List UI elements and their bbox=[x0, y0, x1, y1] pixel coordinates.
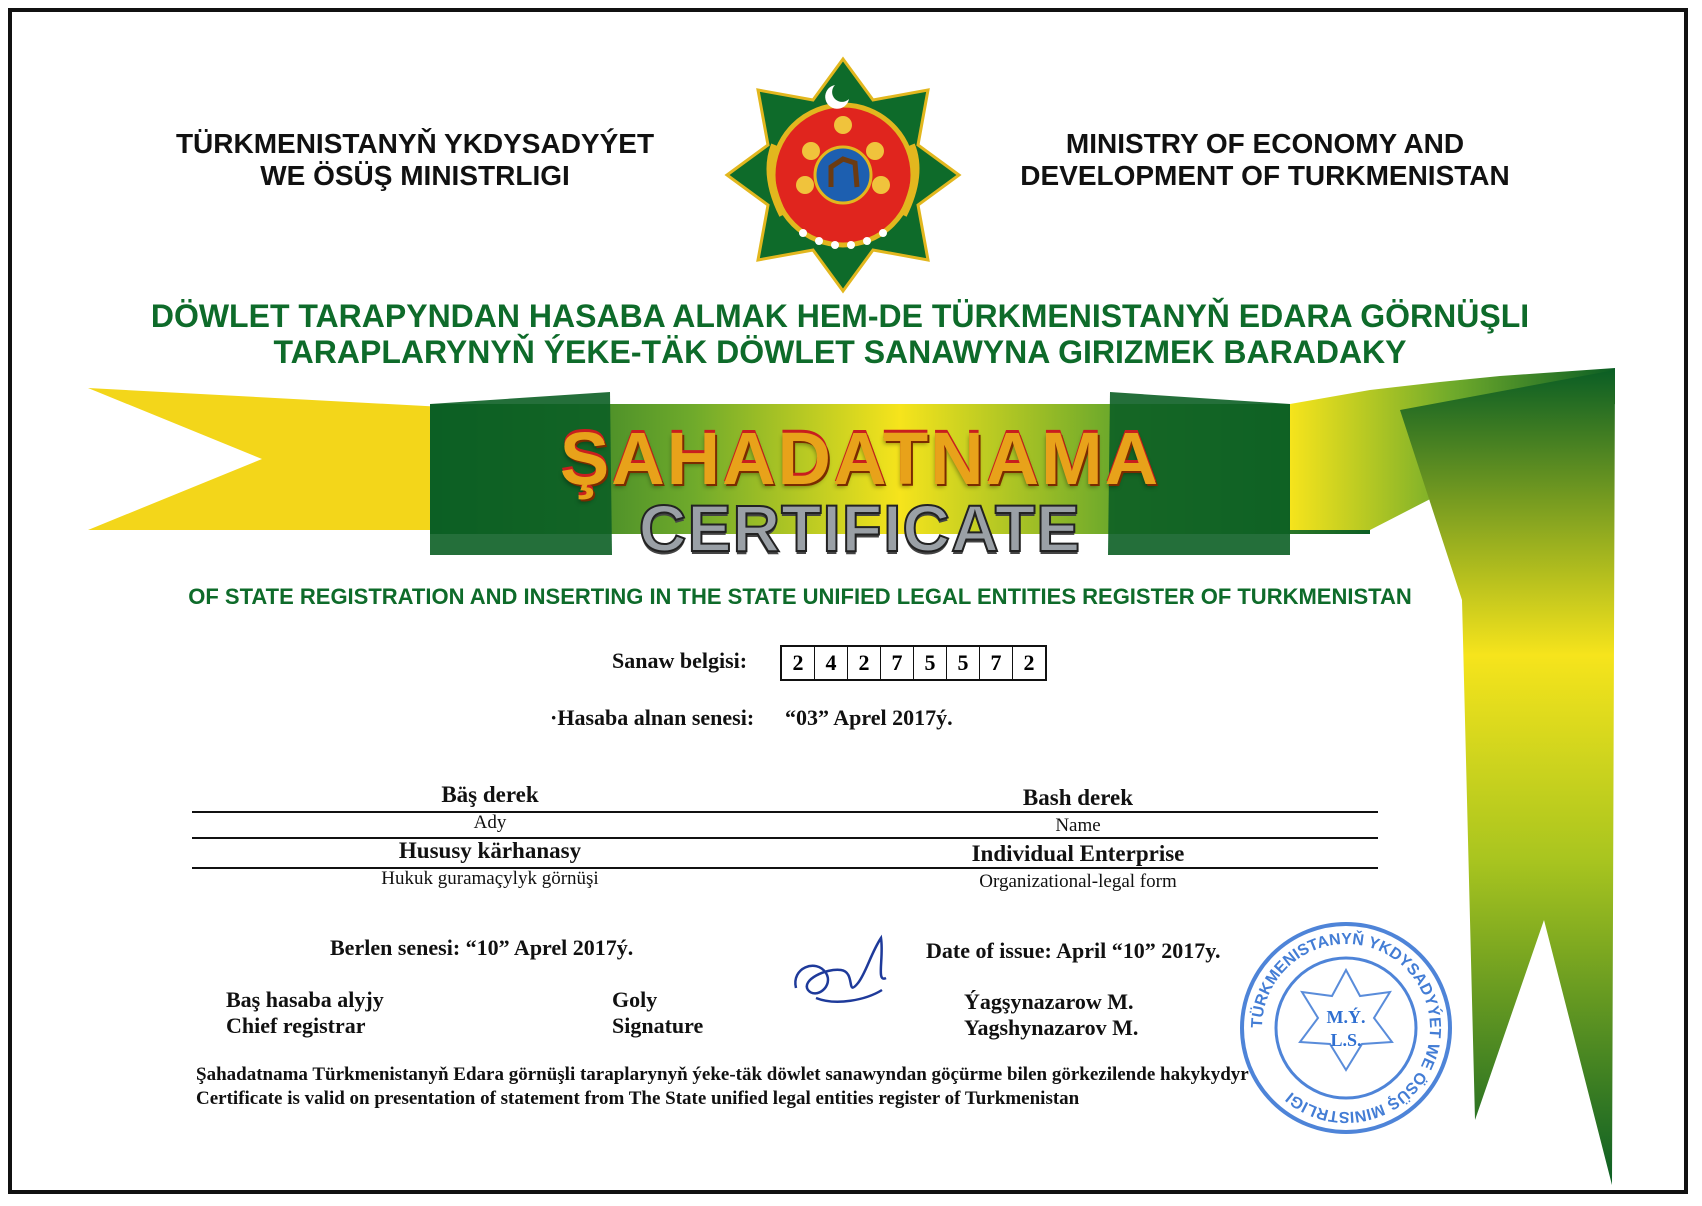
header-left bbox=[150, 128, 680, 192]
title-line2: TARAPLARYNYŇ ÝEKE-TÄK DÖWLET SANAWYNA GIRIZMEK BARADAKY bbox=[273, 334, 1407, 370]
signatory-name-en: Yagshynazarov M. bbox=[964, 1015, 1139, 1040]
signature-label-en: Signature bbox=[612, 1013, 704, 1038]
header-left-line2: WE ÖSÜŞ MINISTRLIGI bbox=[260, 160, 570, 191]
certificate-subtitle: OF STATE REGISTRATION AND INSERTING IN THE STATE UNIFIED LEGAL ENTITIES REGISTER OF TURKMENISTAN bbox=[188, 584, 1412, 609]
name-value-en: Bash derek bbox=[1022, 785, 1134, 810]
issue-date-en: Date of issue: April “10” 2017y. bbox=[926, 938, 1221, 963]
official-stamp-icon bbox=[1236, 918, 1456, 1138]
registration-date-label: ·Hasaba alnan senesi: bbox=[550, 705, 755, 730]
validity-note-en: Certificate is valid on presentation of statement from The State unified legal entities register of Turkmenistan bbox=[196, 1088, 1080, 1109]
header-right-line2: DEVELOPMENT OF TURKMENISTAN bbox=[1020, 160, 1510, 191]
form-caption-tm: Hukuk guramaçylyk görnüşi bbox=[381, 868, 599, 889]
banner-sub-title: CERTIFICATE bbox=[638, 491, 1082, 565]
state-emblem-icon bbox=[723, 55, 963, 295]
form-value-en: Individual Enterprise bbox=[971, 841, 1185, 866]
header-right bbox=[1000, 128, 1530, 192]
stamp-center-line1: M.Ý. bbox=[1326, 1007, 1366, 1027]
registration-digit: 2 bbox=[1023, 650, 1035, 675]
stamp-ring-text: TÜRKMENISTANYŇ YKDYSADYÝET WE ÖSÜŞ MINISTRLIGI bbox=[1248, 930, 1444, 1126]
registration-digit: 5 bbox=[947, 647, 980, 679]
signature-label bbox=[612, 987, 703, 1039]
signatory-role bbox=[226, 987, 384, 1039]
validity-note-tm: Şahadatnama Türkmenistanyň Edara görnüşli taraplarynyň ýeke-täk döwlet sanawyndan göçürme bilen görkezilende hakykydyr bbox=[196, 1064, 1249, 1085]
form-caption-en: Organizational-legal form bbox=[979, 871, 1177, 892]
title-line1: DÖWLET TARAPYNDAN HASABA ALMAK HEM-DE TÜRKMENISTANYŇ EDARA GÖRNÜŞLI bbox=[150, 298, 1530, 334]
registration-digit: 4 bbox=[815, 647, 848, 679]
signature-label-tm: Goly bbox=[612, 987, 658, 1012]
registration-number-boxes bbox=[780, 645, 1047, 681]
stamp-center-line2: L.S. bbox=[1330, 1030, 1362, 1050]
banner-main-title: ŞAHADATNAMA bbox=[559, 417, 1161, 500]
signatory-role-en: Chief registrar bbox=[226, 1013, 366, 1038]
signatory-name-tm: Ýagşynazarow M. bbox=[964, 989, 1134, 1014]
name-caption-en: Name bbox=[1055, 815, 1101, 836]
handwritten-signature-icon bbox=[786, 928, 896, 1018]
registration-number-label: Sanaw belgisi: bbox=[612, 648, 748, 673]
registration-digit: 5 bbox=[914, 647, 947, 679]
registration-digit: 7 bbox=[980, 647, 1013, 679]
registration-date-value: “03” Aprel 2017ý. bbox=[785, 705, 953, 730]
name-caption-tm: Ady bbox=[473, 812, 507, 833]
registration-digit: 2 bbox=[848, 647, 881, 679]
header-right-line1: MINISTRY OF ECONOMY AND bbox=[1065, 128, 1465, 159]
issue-date-tm: Berlen senesi: “10” Aprel 2017ý. bbox=[330, 935, 634, 960]
signatory-role-tm: Baş hasaba alyjy bbox=[226, 987, 384, 1012]
name-value-tm: Bäş derek bbox=[441, 782, 539, 807]
registration-digit: 2 bbox=[782, 647, 815, 679]
registration-digit: 7 bbox=[881, 647, 914, 679]
header-left-line1: TÜRKMENISTANYŇ YKDYSADYÝET bbox=[175, 128, 655, 159]
form-value-tm: Hususy kärhanasy bbox=[398, 838, 582, 863]
signatory-name bbox=[964, 989, 1138, 1041]
